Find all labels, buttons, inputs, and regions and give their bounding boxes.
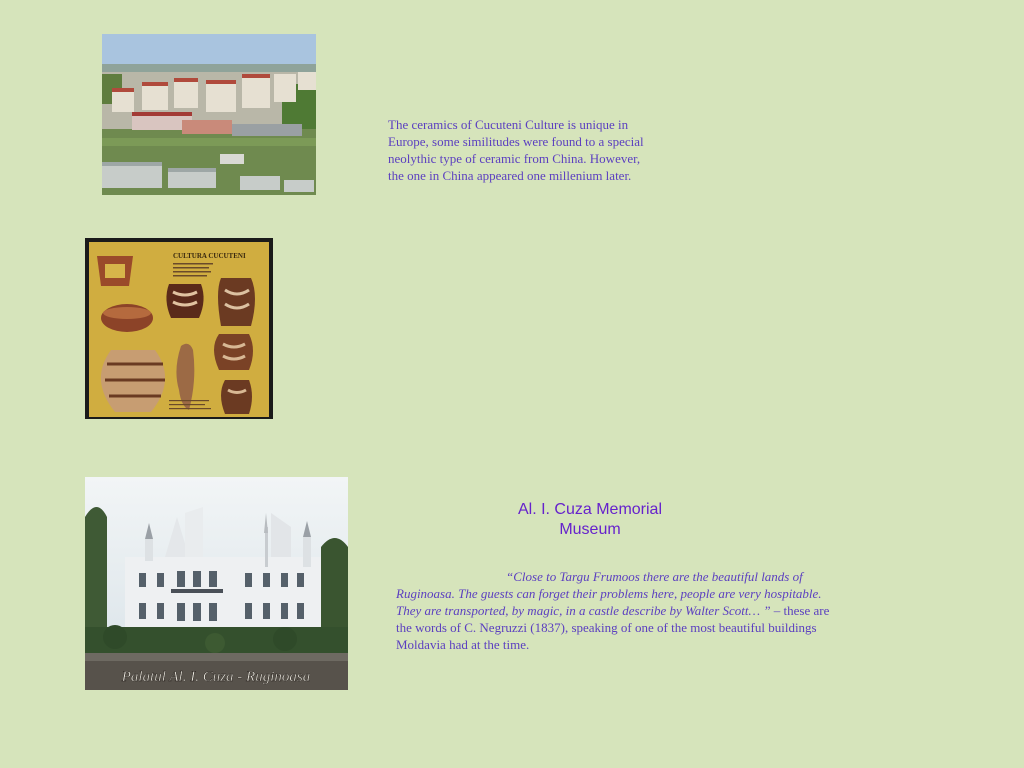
- town-photo: [102, 34, 316, 195]
- museum-quote-paragraph: [396, 568, 836, 653]
- negruzzi-quote: “Close to Targu Frumoos there are the beautiful lands of Ruginoasa. The guests can forget their problems here, people are very hospitable. They are transported, by magic, in a castle describe by Walter Scott… ”: [396, 569, 822, 618]
- quote-attribution: – these are the words of C. Negruzzi (1837), speaking of one of the most beautiful buildings Moldavia had at the time.: [396, 603, 830, 652]
- palace-photo-caption: Palatul Al. I. Cuza - Ruginoasa: [121, 669, 311, 685]
- museum-title: [490, 500, 690, 540]
- ceramics-description: The ceramics of Cucuteni Culture is unique in Europe, some similitudes were found to a special neolythic type of ceramic from China. However, the one in China appeared one millenium later.: [388, 117, 644, 183]
- ceramics-poster-caption: CULTURA CUCUTENI: [173, 252, 246, 260]
- museum-title-line-2: Museum: [559, 521, 621, 538]
- palace-photo: [85, 477, 348, 690]
- ceramics-poster-photo: [85, 238, 273, 419]
- museum-title-line-1: Al. I. Cuza Memorial: [517, 501, 663, 518]
